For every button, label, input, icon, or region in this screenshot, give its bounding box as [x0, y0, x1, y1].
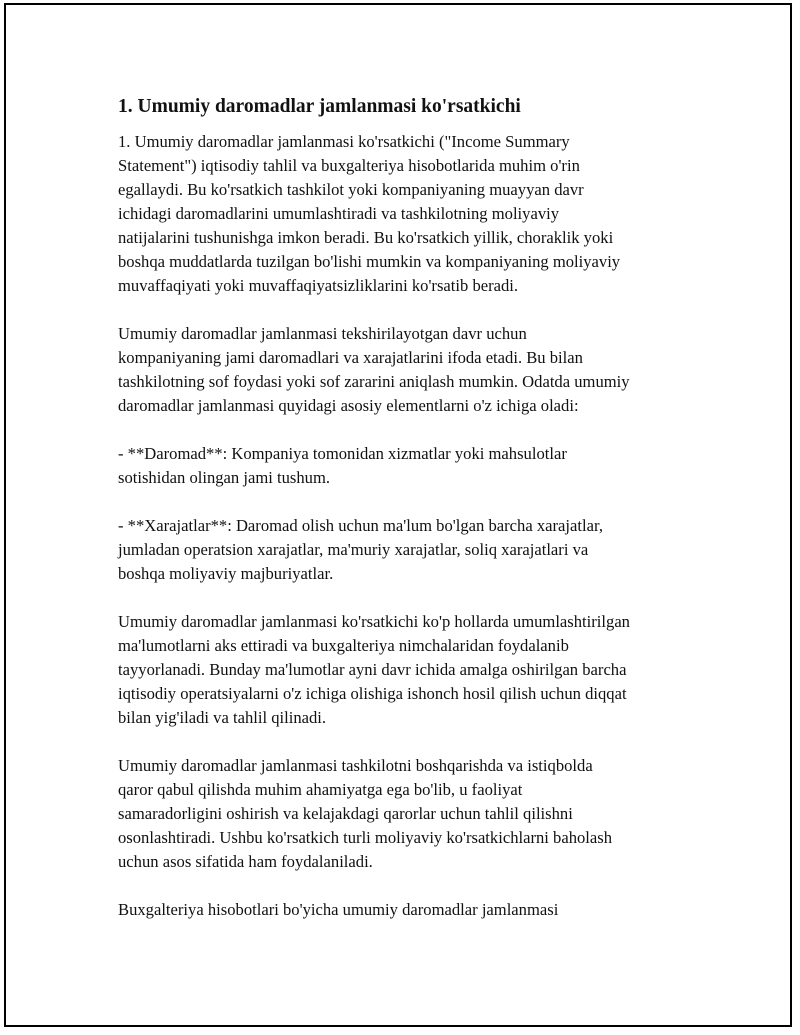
paragraph-importance — [118, 754, 718, 874]
text-line: Umumiy daromadlar jamlanmasi tashkilotni boshqarishda va istiqbolda — [118, 756, 593, 775]
paragraph-intro — [118, 130, 718, 298]
text-line: 1. Umumiy daromadlar jamlanmasi ko'rsatkichi ("Income Summary — [118, 132, 570, 151]
text-line: tayyorlanadi. Bunday ma'lumotlar ayni davr ichida amalga oshirilgan barcha — [118, 660, 627, 679]
text-line: uchun asos sifatida ham foydalaniladi. — [118, 852, 373, 871]
text-line: muvaffaqiyati yoki muvaffaqiyatsizliklarini ko'rsatib beradi. — [118, 276, 519, 295]
text-line: sotishidan olingan jami tushum. — [118, 468, 331, 487]
document-title: 1. Umumiy daromadlar jamlanmasi ko'rsatkichi — [118, 96, 521, 117]
list-item-income — [118, 442, 718, 490]
text-line: jumladan operatsion xarajatlar, ma'muriy xarajatlar, soliq xarajatlari va — [118, 540, 589, 559]
text-line: ichidagi daromadlarini umumlashtiradi va tashkilotning moliyaviy — [118, 204, 560, 223]
text-line: Buxgalteriya hisobotlari bo'yicha umumiy daromadlar jamlanmasi — [118, 900, 559, 919]
text-line: - **Xarajatlar**: Daromad olish uchun ma'lum bo'lgan barcha xarajatlar, — [118, 516, 603, 535]
text-line: qaror qabul qilishda muhim ahamiyatga ega bo'lib, u faoliyat — [118, 780, 523, 799]
text-line: iqtisodiy operatsiyalarni o'z ichiga olishiga ishonch hosil qilish uchun diqqat — [118, 684, 627, 703]
text-line: Umumiy daromadlar jamlanmasi tekshirilayotgan davr uchun — [118, 324, 527, 343]
text-line: natijalarini tushunishga imkon beradi. Bu ko'rsatkich yillik, choraklik yoki — [118, 228, 614, 247]
text-line: - **Daromad**: Kompaniya tomonidan xizmatlar yoki mahsulotlar — [118, 444, 567, 463]
text-line: ma'lumotlarni aks ettiradi va buxgalteriya nimchalaridan foydalanib — [118, 636, 569, 655]
text-line: daromadlar jamlanmasi quyidagi asosiy elementlarni o'z ichiga oladi: — [118, 396, 579, 415]
paragraph-preparation — [118, 610, 718, 730]
document-body — [118, 95, 718, 946]
paragraph-definition — [118, 322, 718, 418]
text-line: kompaniyaning jami daromadlari va xarajatlarini ifoda etadi. Bu bilan — [118, 348, 583, 367]
text-line: osonlashtiradi. Ushbu ko'rsatkich turli moliyaviy ko'rsatkichlarni baholash — [118, 828, 613, 847]
text-line: boshqa moliyaviy majburiyatlar. — [118, 564, 334, 583]
text-line: boshqa muddatlarda tuzilgan bo'lishi mumkin va kompaniyaning moliyaviy — [118, 252, 621, 271]
text-line: Statement") iqtisodiy tahlil va buxgalteriya hisobotlarida muhim o'rin — [118, 156, 580, 175]
text-line: bilan yig'iladi va tahlil qilinadi. — [118, 708, 327, 727]
text-line: tashkilotning sof foydasi yoki sof zararini aniqlash mumkin. Odatda umumiy — [118, 372, 630, 391]
paragraph-closing — [118, 898, 718, 922]
list-item-expenses — [118, 514, 718, 586]
text-line: egallaydi. Bu ko'rsatkich tashkilot yoki kompaniyaning muayyan davr — [118, 180, 584, 199]
text-line: Umumiy daromadlar jamlanmasi ko'rsatkichi ko'p hollarda umumlashtirilgan — [118, 612, 630, 631]
text-line: samaradorligini oshirish va kelajakdagi qarorlar uchun tahlil qilishni — [118, 804, 573, 823]
